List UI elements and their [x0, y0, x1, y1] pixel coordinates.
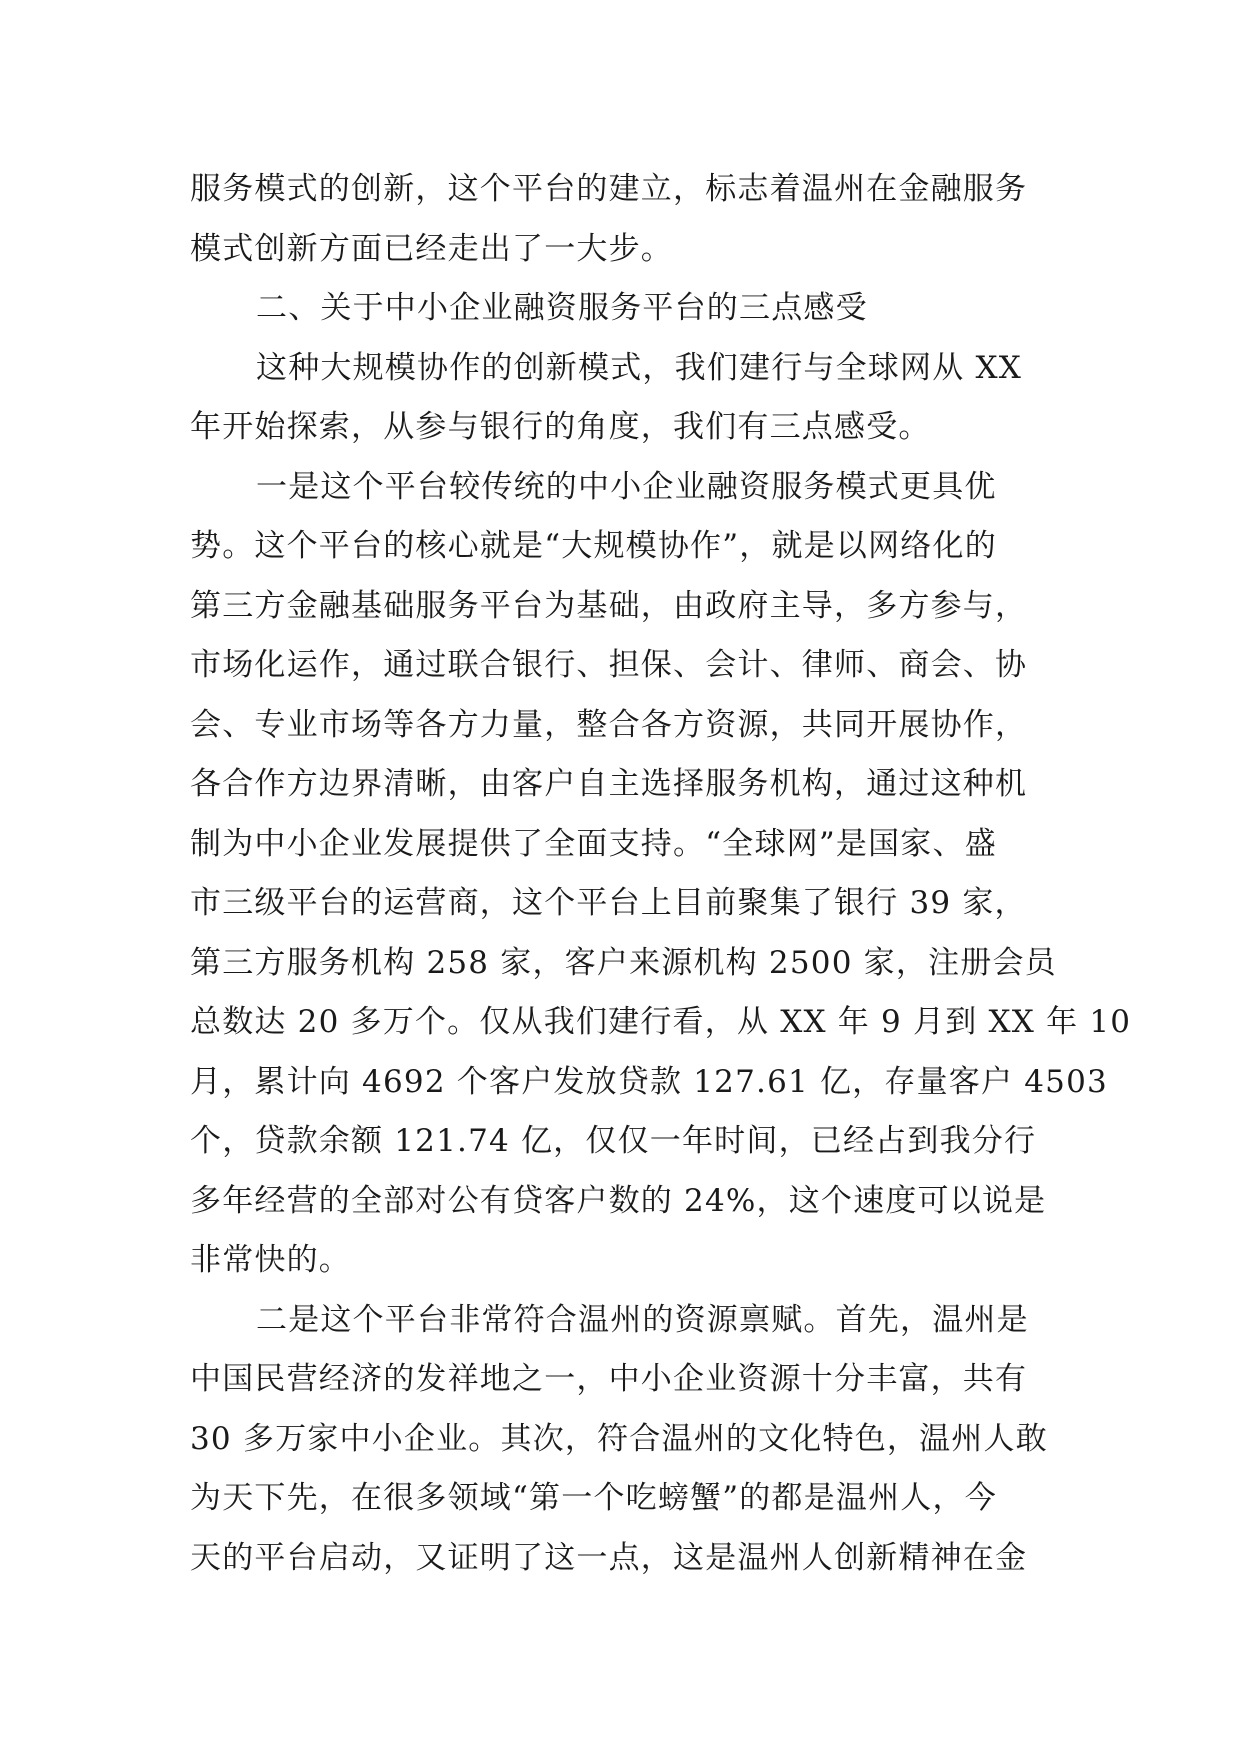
text-line: 二是这个平台非常符合温州的资源禀赋。首先，温州是 — [256, 1301, 1029, 1338]
text-line: 总数达 20 多万个。仅从我们建行看，从 XX 年 9 月到 XX 年 10 — [190, 1004, 1132, 1040]
text-line: 各合作方边界清晰，由客户自主选择服务机构，通过这种机 — [190, 766, 1028, 802]
body-text — [190, 160, 1132, 1588]
text-line: 这种大规模协作的创新模式，我们建行与全球网从 XX — [256, 349, 1022, 386]
text-line: 服务模式的创新，这个平台的建立，标志着温州在金融服务 — [190, 171, 1028, 207]
text-line: 中国民营经济的发祥地之一，中小企业资源十分丰富，共有 — [190, 1361, 1028, 1397]
text-line: 个，贷款余额 121.74 亿，仅仅一年时间，已经占到我分行 — [190, 1123, 1037, 1159]
text-line: 月，累计向 4692 个客户发放贷款 127.61 亿，存量客户 4503 — [190, 1063, 1108, 1100]
text-line: 非常快的。 — [190, 1242, 351, 1278]
text-line: 多年经营的全部对公有贷客户数的 24%，这个速度可以说是 — [190, 1182, 1047, 1219]
text-line: 第三方金融基础服务平台为基础，由政府主导，多方参与， — [190, 587, 1028, 624]
text-line: 一是这个平台较传统的中小企业融资服务模式更具优 — [256, 468, 997, 505]
text-line: 市三级平台的运营商，这个平台上目前聚集了银行 39 家， — [190, 885, 1027, 921]
text-line: 30 多万家中小企业。其次，符合温州的文化特色，温州人敢 — [190, 1420, 1048, 1457]
text-line: 会、专业市场等各方力量，整合各方资源，共同开展协作， — [190, 706, 1028, 743]
text-line: 模式创新方面已经走出了一大步。 — [190, 230, 673, 267]
text-line: 势。这个平台的核心就是“大规模协作”，就是以网络化的 — [190, 528, 997, 564]
text-line: 天的平台启动，又证明了这一点，这是温州人创新精神在金 — [190, 1539, 1028, 1576]
text-line: 制为中小企业发展提供了全面支持。“全球网”是国家、盛 — [190, 825, 997, 862]
section-heading: 二、关于中小企业融资服务平台的三点感受 — [256, 290, 868, 326]
text-line: 第三方服务机构 258 家，客户来源机构 2500 家，注册会员 — [190, 944, 1057, 981]
text-line: 为天下先，在很多领域“第一个吃螃蟹”的都是温州人，今 — [190, 1480, 997, 1516]
text-line: 年开始探索，从参与银行的角度，我们有三点感受。 — [190, 409, 931, 445]
text-line: 市场化运作，通过联合银行、担保、会计、律师、商会、协 — [190, 647, 1028, 683]
